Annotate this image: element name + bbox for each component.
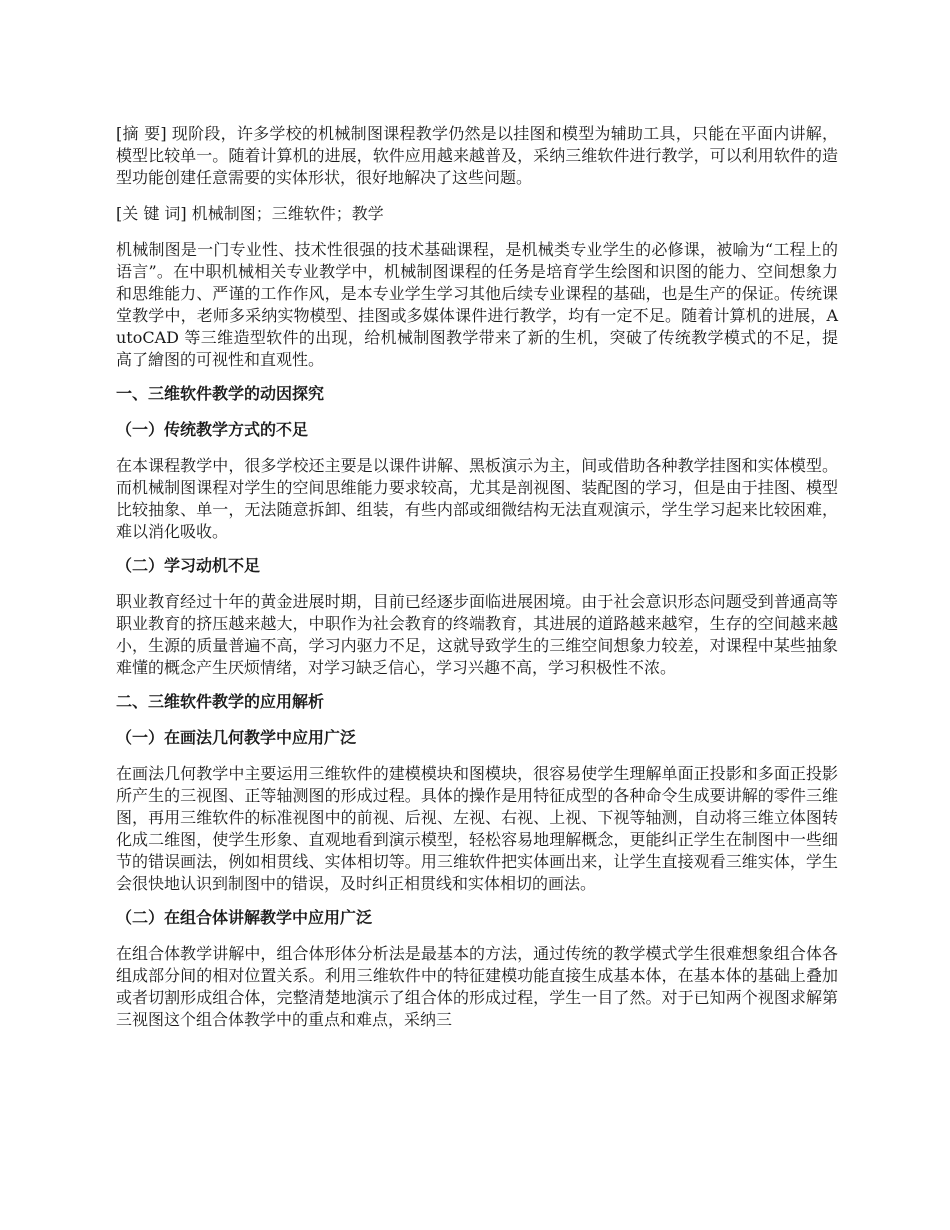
subsection-paragraph: 在画法几何教学中主要运用三维软件的建模模块和图模块，很容易使学生理解单面正投影和多面正投影所产生的三视图、正等轴测图的形成过程。具体的操作是用特征成型的各种命令生成要讲解的零件三维图，再用三维软件的标准视图中的前视、后视、左视、右视、上视、下视等轴测，自动将三维立体图转化成二维图，使学生形象、直观地看到演示模型，轻松容易地理解概念，更能纠正学生在制图中一些细节的错误画法，例如相贯线、实体相切等。用三维软件把实体画出来，让学生直接观看三维实体，学生会很快地认识到制图中的错误，及时纠正相贯线和实体相切的画法。 [116, 764, 838, 893]
subsection-heading: （一）传统教学方式的不足 [116, 420, 309, 439]
keywords-paragraph [116, 203, 838, 225]
intro-paragraph: 机械制图是一门专业性、技术性很强的技术基础课程，是机械类专业学生的必修课，被喻为“工程上的语言”。在中职机械相关专业教学中，机械制图课程的任务是培育学生绘图和识图的能力、空间想象力和思维能力、严谨的工作作风，是本专业学生学习其他后续专业课程的基础，也是生产的保证。传统课堂教学中，老师多采纳实物模型、挂图或多媒体课件进行教学，均有一定不足。随着计算机的进展，AutoCAD 等三维造型软件的出现，给机械制图教学带来了新的生机，突破了传统教学模式的不足，提高了繪图的可视性和直观性。 [116, 240, 838, 369]
abstract-label: [摘 要] [116, 124, 167, 143]
document-page [116, 123, 838, 1043]
abstract-text: 现阶段，许多学校的机械制图课程教学仍然是以挂图和模型为辅助工具，只能在平面内讲解，模型比较单一。随着计算机的进展，软件应用越来越普及，采纳三维软件进行教学，可以利用软件的造型功能创建任意需要的实体形状，很好地解决了这些问题。 [116, 124, 838, 187]
subsection-heading: （一）在画法几何教学中应用广泛 [116, 728, 357, 747]
section-heading: 二、三维软件教学的应用解析 [116, 692, 325, 711]
subsection-heading: （二）学习动机不足 [116, 556, 261, 575]
abstract-paragraph [116, 123, 838, 189]
subsection-heading: （二）在组合体讲解教学中应用广泛 [116, 908, 373, 927]
keywords-text: 机械制图；三维软件；教学 [191, 204, 384, 223]
subsection-paragraph: 职业教育经过十年的黄金进展时期，目前已经逐步面临进展困境。由于社会意识形态问题受到普通高等职业教育的挤压越来越大，中职作为社会教育的终端教育，其进展的道路越来越窄，生存的空间越来越小，生源的质量普遍不高，学习内驱力不足，这就导致学生的三维空间想象力较差，对课程中某些抽象难懂的概念产生厌烦情绪，对学习缺乏信心，学习兴趣不高，学习积极性不浓。 [116, 592, 838, 677]
section-heading: 一、三维软件教学的动因探究 [116, 384, 325, 403]
subsection-paragraph: 在组合体教学讲解中，组合体形体分析法是最基本的方法，通过传统的教学模式学生很难想象组合体各组成部分间的相对位置关系。利用三维软件中的特征建模功能直接生成基本体，在基本体的基础上叠加或者切割形成组合体，完整清楚地演示了组合体的形成过程，学生一目了然。对于已知两个视图求解第三视图这个组合体教学中的重点和难点，采纳三 [116, 944, 838, 1029]
subsection-paragraph: 在本课程教学中，很多学校还主要是以课件讲解、黑板演示为主，间或借助各种教学挂图和实体模型。而机械制图课程对学生的空间思维能力要求较高，尤其是剖视图、装配图的学习，但是由于挂图、模型比较抽象、单一，无法随意拆卸、组装，有些内部或细微结构无法直观演示，学生学习起来比较困难，难以消化吸收。 [116, 456, 838, 541]
keywords-label: [关 键 词] [116, 204, 187, 223]
